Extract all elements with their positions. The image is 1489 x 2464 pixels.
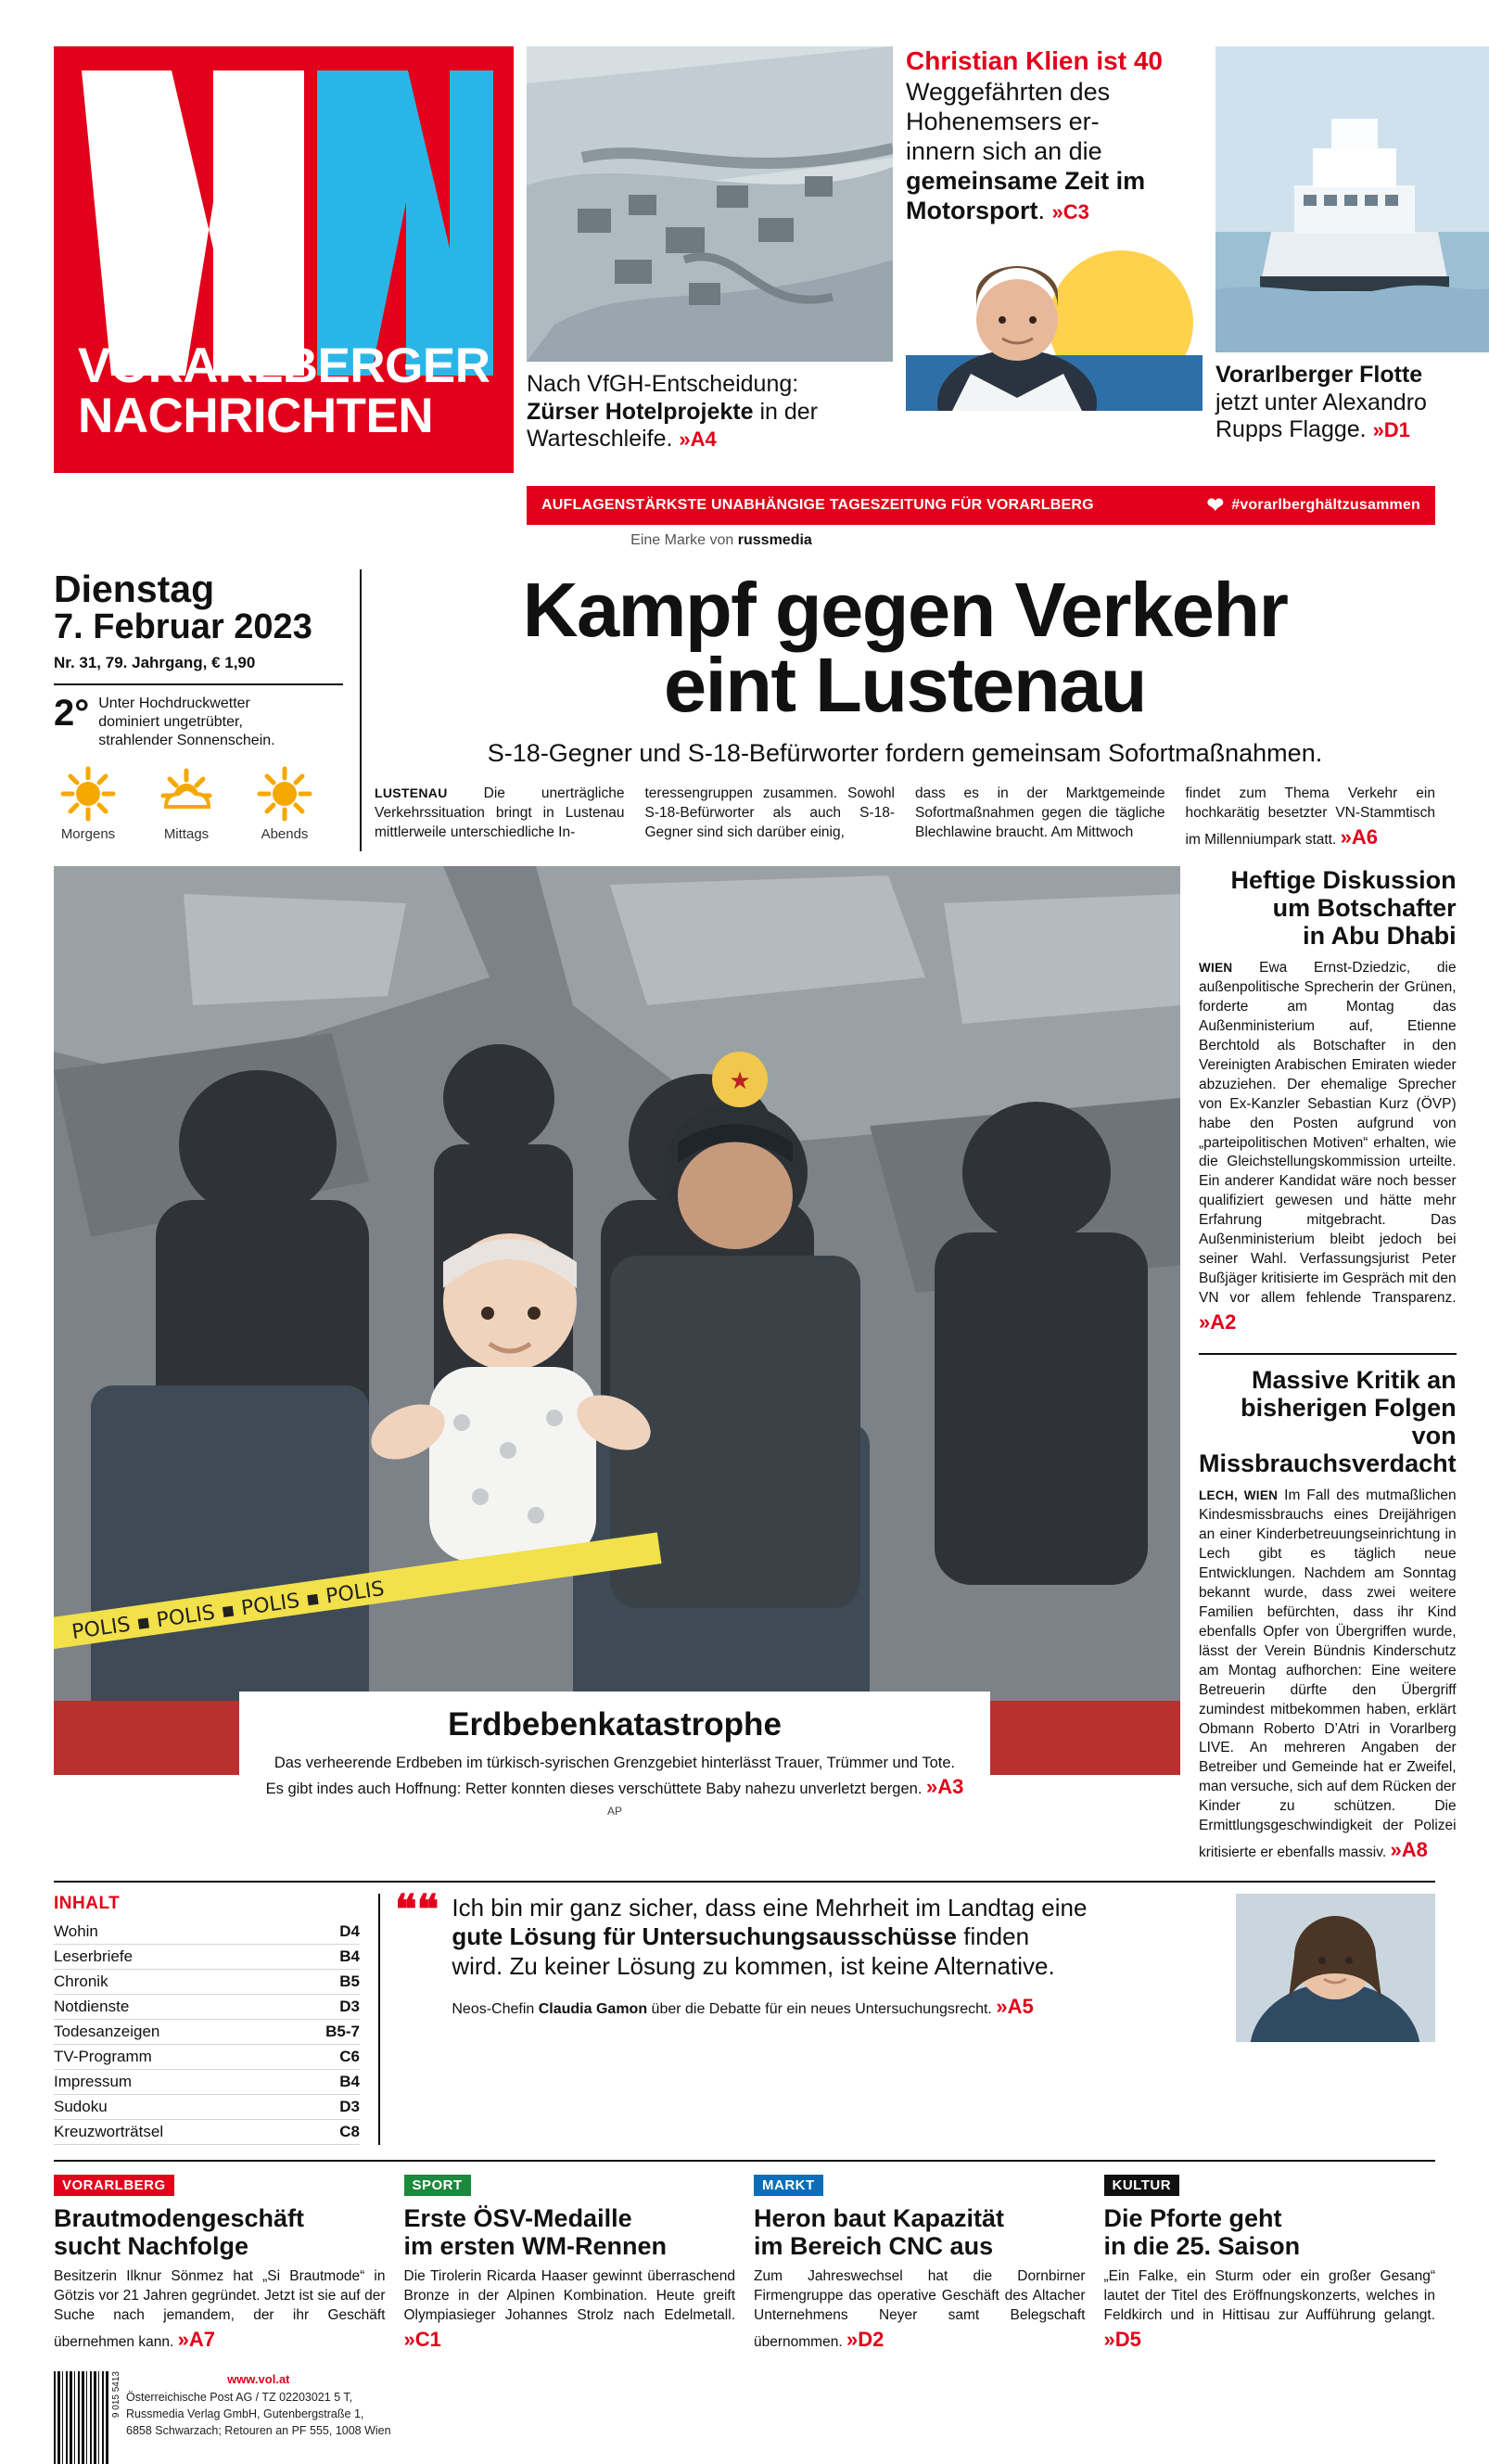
lead-dateline: LUSTENAU <box>375 785 448 800</box>
toc-page: C6 <box>339 2047 360 2065</box>
section-tag: KULTUR <box>1104 2175 1180 2196</box>
earthquake-rescue-baby-photo <box>54 866 1180 1775</box>
bottom-teaser-title-1: Erste ÖSV-Medaille <box>403 2203 632 2232</box>
vn-logo-box[interactable] <box>54 46 514 473</box>
headline-line-2: eint Lustenau <box>663 641 1147 728</box>
teaser-zuers-line2-rest: in der <box>753 398 818 425</box>
main-photo-block <box>54 866 1180 1864</box>
brand-name <box>78 338 490 443</box>
quote-line-3: wird. Zu keiner Lösung zu kommen, ist keine Alternative. <box>452 1952 1055 1981</box>
photo-caption-ref[interactable]: »A3 <box>926 1774 964 1798</box>
teaser-flotte-ref[interactable]: »D1 <box>1372 418 1410 441</box>
barcode-number: 9 015 5413 <box>111 2370 121 2419</box>
website-link[interactable]: www.vol.at <box>227 2371 290 2386</box>
headline-column <box>360 569 1435 851</box>
quote-line-2: finden <box>957 1922 1030 1951</box>
toc-row[interactable] <box>54 2045 360 2070</box>
lead-col-2: teressengruppen zusammen. Sowohl S-18-Befürworter als auch S-18-Gegner sind sich darüber einig, <box>644 785 895 840</box>
bottom-teaser-ref[interactable]: »C1 <box>403 2327 441 2351</box>
red-banner <box>527 486 1435 525</box>
article-missbrauch-body: Im Fall des mutmaßlichen Kindesmissbrauchs eines Dreijährigen an einer Kinderbetreuungseinrichtung in Lech gibt es täglich neue Entwicklungen. Nachdem am Sonntag bekannt wurde, dass zwei weitere Familien befürchten, dass ihr Kind ebenfalls Opfer von Übergriffen wurde, lässt der Verein Bündnis Kinderschutz am Montag aufhorchen: Eine weitere Betreuerin dürfte den Übergriff zumindest mitbekommen haben, erklärt Obmann Roberto D’Atri in Vorarlberg LIVE. An mehreren Angaben der Betreiber und Gemeinde hat er Zweifel, man versuche, sich auf dem Rücken der Kinder zu schützen. Die Ermittlungsgeschwindigkeit der Polizei kritisierte er ebenfalls massiv. <box>1199 1487 1457 1861</box>
weather-block <box>54 692 343 750</box>
bottom-teaser-vorarlberg[interactable] <box>54 2175 386 2353</box>
masthead <box>54 46 1435 473</box>
toc-row[interactable] <box>54 1945 360 1970</box>
publication-date: 7. Februar 2023 <box>54 607 312 647</box>
toc-label: Todesanzeigen <box>54 2022 160 2040</box>
photo-credit: AP <box>606 1805 622 1819</box>
bottom-teaser-body: Besitzerin Ilknur Sönmez hat „Si Brautmode“ in Götzis vor 21 Jahren gegründet. Jetzt ist sie auf der Suche nach jemandem, der ihr Geschäft übernehmen kann. <box>54 2268 386 2350</box>
table-of-contents <box>54 1894 360 2145</box>
toc-row[interactable] <box>54 2095 360 2120</box>
imprint-line-1: Österreichische Post AG / TZ 02203021 5 T, <box>126 2390 353 2404</box>
temperature: 2° <box>54 692 90 734</box>
publisher-name: russmedia <box>737 532 812 548</box>
section-tag: SPORT <box>404 2175 471 2196</box>
bottom-teaser-title-2: in die 25. Saison <box>1103 2231 1301 2260</box>
forecast-morning-label: Morgens <box>60 825 116 842</box>
toc-label: Leserbriefe <box>54 1947 134 1965</box>
quote-attr-name: Claudia Gamon <box>538 2000 648 2017</box>
bottom-teaser-kultur[interactable] <box>1104 2175 1436 2353</box>
article-missbrauch-title-1: Massive Kritik an <box>1252 1365 1457 1394</box>
bottom-teaser-ref[interactable]: »A7 <box>177 2327 215 2351</box>
article-missbrauch-dateline: LECH, WIEN <box>1199 1488 1279 1503</box>
toc-page: B4 <box>339 2072 360 2090</box>
article-missbrauch[interactable] <box>1199 1366 1457 1864</box>
teaser-flotte-line1: Vorarlberger Flotte <box>1215 362 1423 388</box>
brand-line-1: VORARLBERGER <box>78 338 490 393</box>
claudia-gamon-portrait <box>1236 1894 1435 2042</box>
teaser-klien[interactable] <box>906 46 1203 473</box>
teaser-klien-period: . <box>1037 196 1045 224</box>
issue-info: Nr. 31, 79. Jahrgang, € 1,90 <box>54 653 256 671</box>
bottom-teaser-body: Zum Jahreswechsel hat die Dornbirner Firmengruppe das operative Geschäft des Altacher Unternehmens Neyer samt Belegschaft übernommen. <box>754 2268 1086 2350</box>
toc-page: D3 <box>339 2097 360 2115</box>
toc-label: Impressum <box>54 2072 133 2090</box>
teaser-zuers-line1: Nach VfGH-Entscheidung: <box>527 371 799 397</box>
imprint-line-2: Russmedia Verlag GmbH, Gutenbergstraße 1, <box>126 2407 364 2420</box>
teaser-flotte-line2: jetzt unter Alexandro <box>1215 389 1427 415</box>
article-abu-dhabi-dateline: WIEN <box>1199 961 1233 976</box>
toc-row[interactable] <box>54 1970 360 1995</box>
bottom-teaser-ref[interactable]: »D5 <box>1103 2327 1141 2351</box>
article-abu-dhabi-body: Ewa Ernst-Dziedzic, die außenpolitische Sprecherin der Grünen, forderte am Montag das Außenministerium auf, Etienne Berchtold als Botschafter in den Vereinigten Arabischen Emiraten wieder abzuziehen. Der ehemalige Sprecher von Ex-Kanzler Sebastian Kurz (ÖVP) habe den Posten aufgrund von „parteipolitischen Motiven“ erhalten, wie die Gleichstellungskommission urteilte. Ein anderer Kandidat wäre noch besser qualifiziert gewesen und hätte mehr Erfahrung mitgebracht. Das Außenministerium bleibt jedoch bei seiner Wahl. Verfassungsjurist Peter Bußjäger kritisierte im Gespräch mit den VN vor allem fehlende Transparenz. <box>1199 960 1457 1306</box>
quotation-mark-icon: ❝❝ <box>395 1886 439 1933</box>
bottom-teaser-body: „Ein Falke, ein Sturm oder ein großer Gesang“ lautet der Titel des Eröffnungskonzerts, welches in Feldkirch und in Hittisau zur Aufführung gelangt. <box>1103 2268 1435 2323</box>
lead-paragraph-columns <box>375 785 1435 851</box>
teaser-klien-line3: innern sich an die <box>906 136 1102 165</box>
weather-text-2: dominiert ungetrübter, <box>98 713 243 730</box>
date-weather-column <box>54 569 360 851</box>
toc-label: Notdienste <box>54 1997 130 2015</box>
quote-attr-1: Neos-Chefin <box>452 2000 539 2017</box>
photo-caption-line-2: Es gibt indes auch Hoffnung: Retter konnten dieses verschüttete Baby nahezu unverletzt bergen. <box>265 1780 923 1797</box>
subheadline: S-18-Gegner und S-18-Befürworter fordern gemeinsam Sofortmaßnahmen. <box>487 739 1323 767</box>
section-tag: MARKT <box>754 2175 823 2196</box>
article-abu-dhabi-ref[interactable]: »A2 <box>1199 1309 1237 1334</box>
bottom-teaser-row <box>54 2160 1435 2353</box>
toc-label: Wohin <box>54 1921 98 1940</box>
quote-line-1: Ich bin mir ganz sicher, dass eine Mehrheit im Landtag eine <box>452 1893 1088 1921</box>
teaser-klien-line2: Hohenemsers er- <box>906 108 1100 136</box>
teaser-area <box>527 46 1489 473</box>
toc-row[interactable] <box>54 1920 360 1945</box>
heart-icon: ❤ <box>1206 493 1225 517</box>
teaser-zuers[interactable] <box>527 46 893 473</box>
toc-label: Kreuzworträtsel <box>54 2122 164 2140</box>
article-abu-dhabi[interactable] <box>1199 866 1457 1336</box>
toc-row[interactable] <box>54 1995 360 2020</box>
teaser-klien-line1: Weggefährten des <box>906 78 1111 107</box>
newspaper-front-page <box>0 46 1489 2438</box>
lead-col-3: dass es in der Marktgemeinde Sofortmaßnahmen gegen die tägliche Blechlawine braucht. Am Mittwoch <box>915 785 1165 840</box>
quote-bold: gute Lösung für Untersuchungsausschüsse <box>452 1922 957 1951</box>
lead-col-1 <box>375 785 625 851</box>
teaser-flotte[interactable] <box>1215 46 1489 473</box>
toc-label: Sudoku <box>54 2097 108 2115</box>
photo-caption-title: Erdbebenkatastrophe <box>448 1705 782 1743</box>
toc-page: B4 <box>339 1947 360 1965</box>
teaser-klien-kicker: Christian Klien ist 40 <box>906 46 1163 75</box>
toc-label: TV-Programm <box>54 2047 152 2065</box>
weather-text-3: strahlender Sonnenschein. <box>98 732 275 748</box>
bottom-teaser-title-1: Brautmodengeschäft <box>54 2203 305 2232</box>
bottom-teaser-title-2: im ersten WM-Rennen <box>403 2231 668 2260</box>
barcode <box>54 2370 121 2464</box>
toc-label: Chronik <box>54 1972 108 1990</box>
main-body <box>54 865 1457 1864</box>
bottom-teaser-sport[interactable] <box>404 2175 736 2353</box>
teaser-klien-ref[interactable]: »C3 <box>1051 199 1089 223</box>
teaser-klien-line4: gemeinsame Zeit im <box>906 166 1146 195</box>
sun-icon-evening <box>256 763 313 824</box>
bottom-teaser-ref[interactable]: »D2 <box>846 2327 884 2351</box>
right-news-column <box>1199 866 1457 1864</box>
page-title <box>375 567 1435 728</box>
sun-icon <box>59 763 117 824</box>
photo-caption-box <box>239 1692 990 1838</box>
forecast-midday <box>158 763 215 842</box>
index-and-quote <box>54 1881 1435 2145</box>
article-abu-dhabi-title-3: in Abu Dhabi <box>1303 922 1457 950</box>
toc-row[interactable] <box>54 2020 360 2045</box>
toc-page: B5-7 <box>325 2022 360 2040</box>
imprint <box>126 2371 391 2439</box>
bottom-teaser-title-2: sucht Nachfolge <box>54 2231 249 2260</box>
bottom-teaser-title-1: Die Pforte geht <box>1103 2203 1282 2232</box>
divider <box>54 683 343 685</box>
publisher-prefix: Eine Marke von <box>630 532 734 548</box>
article-abu-dhabi-title-1: Heftige Diskussion <box>1230 865 1457 894</box>
headline-line-1: Kampf gegen Verkehr <box>522 567 1288 653</box>
lead-col-1-text: Die unerträgliche Verkehrssituation bringt in Lustenau mittlerweile unterschiedliche In- <box>375 785 625 840</box>
quote-block[interactable] <box>378 1886 1435 2145</box>
svg-text:★: ★ <box>729 1066 751 1095</box>
forecast-evening-label: Abends <box>261 825 309 842</box>
toc-page: D3 <box>339 1997 360 2015</box>
toc-page: C8 <box>339 2122 360 2140</box>
lead-section <box>54 569 1435 851</box>
lead-col-4-ref[interactable]: »A6 <box>1340 824 1378 849</box>
bottom-teaser-title-2: im Bereich CNC aus <box>754 2231 994 2260</box>
teaser-klien-line5: Motorsport <box>906 196 1038 224</box>
toc-row[interactable] <box>54 2120 360 2145</box>
bottom-teaser-title-1: Heron baut Kapazität <box>754 2203 1005 2232</box>
section-tag: VORARLBERG <box>54 2175 174 2196</box>
quote-attr-2: über die Debatte für ein neues Untersuchungsrecht. <box>647 2000 992 2017</box>
divider <box>1199 1353 1457 1355</box>
bottom-teaser-body: Die Tirolerin Ricarda Haaser gewinnt überraschend Bronze in der Alpinen Kombination. Heute greift Olympiasieger Johannes Strolz nach Edelmetall. <box>403 2268 735 2323</box>
imprint-line-3: 6858 Schwarzach; Retouren an PF 555, 1008 Wien <box>126 2424 391 2438</box>
banner-hashtag[interactable]: #vorarlberghältzusammen <box>1231 497 1420 513</box>
article-missbrauch-title-3: Missbrauchsverdacht <box>1199 1449 1457 1478</box>
article-missbrauch-ref[interactable]: »A8 <box>1390 1838 1428 1862</box>
teaser-zuers-line2-bold: Zürser Hotelprojekte <box>527 398 754 425</box>
zuers-village-aerial-photo <box>527 46 893 362</box>
forecast-morning <box>59 763 117 842</box>
weekday: Dienstag <box>54 568 215 610</box>
teaser-zuers-ref[interactable]: »A4 <box>679 428 717 451</box>
sun-behind-cloud-icon <box>158 763 215 824</box>
banner-slogan: AUFLAGENSTÄRKSTE UNABHÄNGIGE TAGESZEITUNG FÜR VORARLBERG <box>541 497 1094 513</box>
brand-line-2: NACHRICHTEN <box>78 388 434 443</box>
vn-logo <box>74 63 496 383</box>
teaser-flotte-line3: Rupps Flagge. <box>1215 416 1367 442</box>
weather-text-1: Unter Hochdruckwetter <box>98 695 250 711</box>
footer <box>54 2371 1435 2464</box>
christian-klien-portrait <box>906 235 1203 411</box>
teaser-zuers-line3: Warteschleife. <box>527 426 673 452</box>
toc-row[interactable] <box>54 2070 360 2095</box>
svg-text:POLIS ▪ POLIS ▪ POLIS ▪ POLIS: POLIS ▪ POLIS ▪ POLIS ▪ POLIS <box>70 1577 387 1644</box>
quote-ref[interactable]: »A5 <box>996 1994 1034 2018</box>
article-missbrauch-title-2: bisherigen Folgen von <box>1241 1393 1457 1449</box>
publisher-line <box>527 532 916 549</box>
forecast-evening <box>256 763 313 842</box>
toc-page: D4 <box>339 1921 360 1940</box>
photo-caption-line-1: Das verheerende Erdbeben im türkisch-syrischen Grenzgebiet hinterlässt Trauer, Trümmer und Tote. <box>274 1754 956 1771</box>
bodensee-ship-photo <box>1215 46 1489 352</box>
toc-title: INHALT <box>54 1893 121 1913</box>
article-abu-dhabi-title-2: um Botschafter <box>1272 893 1457 922</box>
lead-col-4-text: findet zum Thema Verkehr ein hochkarätig besetzter VN-Stammtisch im Millenniumpark statt. <box>1185 785 1435 848</box>
lead-col-4 <box>1186 785 1436 851</box>
toc-page: B5 <box>339 1972 360 1990</box>
forecast-midday-label: Mittags <box>163 825 210 842</box>
bottom-teaser-markt[interactable] <box>754 2175 1086 2353</box>
forecast-row <box>54 763 343 842</box>
